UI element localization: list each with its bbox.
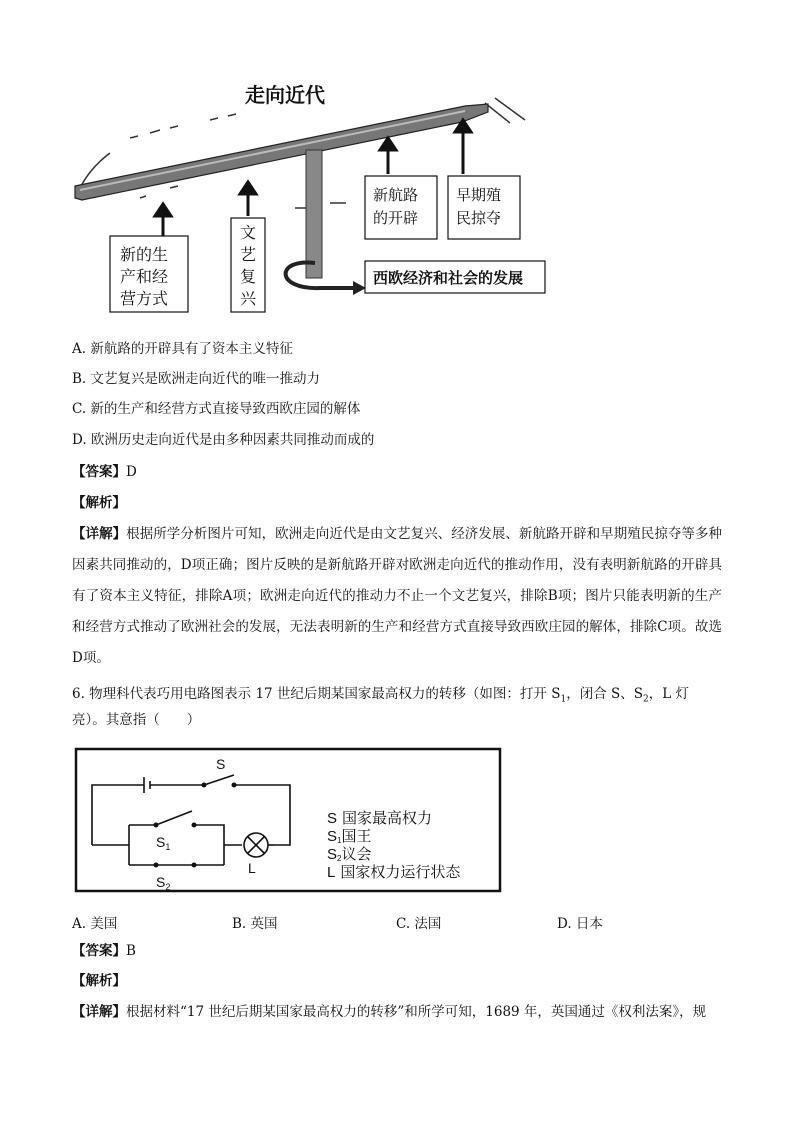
q6-analysis-tag [72, 972, 126, 990]
answer-value: D [126, 464, 137, 480]
q6-answer-value: B [126, 943, 136, 959]
q6-analysis-tag-text: 【解析】 [72, 973, 126, 989]
center-pillar [306, 150, 322, 278]
legend-s1: S1国王 [327, 828, 372, 845]
legend-s: S 国家最高权力 [327, 810, 433, 827]
q6-detail-tag: 【详解】 [72, 1004, 126, 1020]
box-new-production-line1: 新的生 [120, 245, 169, 264]
q6-stem-line2: 亮）。其意指（ ） [72, 712, 201, 728]
detail-text: 根据所学分析图片可知，欧洲走向近代是由文艺复兴、经济发展、新航路开辟和早期殖民掠夺等多种因素共同推动的，D项正确；图片反映的是新航路开辟对欧洲走向近代的推动作用，没有表明新航路的开辟具有了资本主义特征，排除A项；欧洲走向近代的推动力不止一个文艺复兴，排除B项；图片只能表明新的生产和经营方式推动了欧洲社会的发展，无法表明新的生产和经营方式直接导致西欧庄园的解体，排除C项。故选D项。 [72, 526, 723, 666]
box-renaissance-2: 艺 [240, 245, 257, 264]
q5-option-a: A. 新航路的开辟具有了资本主义特征 [72, 341, 293, 357]
box-new-route-line2: 的开辟 [373, 209, 419, 227]
box-renaissance-1: 文 [240, 223, 257, 242]
modernization-figure [70, 78, 560, 330]
box-new-production-line3: 营方式 [120, 289, 169, 308]
q6-option-b: B. 英国 [232, 916, 278, 932]
legend-l: L 国家权力运行状态 [327, 864, 461, 881]
detail-tag: 【详解】 [72, 526, 127, 542]
circuit-label-s2: $S_2$ [156, 874, 171, 892]
circuit-label-l: L [248, 860, 256, 876]
q5-option-b: B. 文艺复兴是欧洲走向近代的唯一推动力 [72, 371, 321, 387]
box-new-route-line1: 新航路 [373, 186, 419, 204]
q6-stem-sub1: 1 [560, 694, 567, 705]
box-development: 西欧经济和社会的发展 [373, 269, 524, 287]
q5-analysis-tag [72, 494, 126, 512]
legend-s2: S2议会 [327, 846, 372, 863]
box-new-production-line2: 产和经 [120, 267, 169, 286]
q6-answer [72, 942, 136, 960]
q5-option-d: D. 欧洲历史走向近代是由多种因素共同推动而成的 [72, 432, 375, 448]
q6-stem-sub2: 2 [643, 694, 649, 705]
box-colonial-line2: 民掠夺 [456, 209, 502, 227]
q6-stem-part-c: ，L 灯 [648, 686, 690, 702]
q6-option-c: C. 法国 [396, 916, 442, 932]
q5-option-c: C. 新的生产和经营方式直接导致西欧庄园的解体 [72, 401, 361, 417]
box-colonial-line1: 早期殖 [456, 186, 502, 204]
q6-option-d: D. 日本 [557, 916, 603, 932]
q6-detail-text: 根据材料“17 世纪后期某国家最高权力的转移”和所学可知，1689 年，英国通过《权利法案》，规 [126, 1004, 707, 1020]
q6-stem-part-a: 6. 物理科代表巧用电路图表示 17 世纪后期某国家最高权力的转移（如图：打开 S [72, 686, 561, 702]
q5-answer [72, 463, 137, 481]
q6-option-a: A. 美国 [72, 916, 118, 932]
analysis-tag: 【解析】 [72, 495, 126, 511]
figure-title: 走向近代 [245, 85, 325, 107]
answer-tag: 【答案】 [72, 464, 126, 480]
circuit-label-s1: $S_1$ [156, 834, 171, 852]
circuit-label-s: S [216, 756, 226, 772]
circuit-figure [74, 747, 504, 895]
q5-detail [72, 519, 722, 674]
q6-detail [72, 1003, 706, 1021]
box-renaissance-4: 兴 [240, 289, 257, 308]
q6-stem-part-b: ，闭合 S、S [566, 686, 644, 702]
q6-answer-tag: 【答案】 [72, 943, 126, 959]
box-renaissance-3: 复 [240, 267, 257, 286]
q6-stem-line1 [72, 685, 689, 709]
